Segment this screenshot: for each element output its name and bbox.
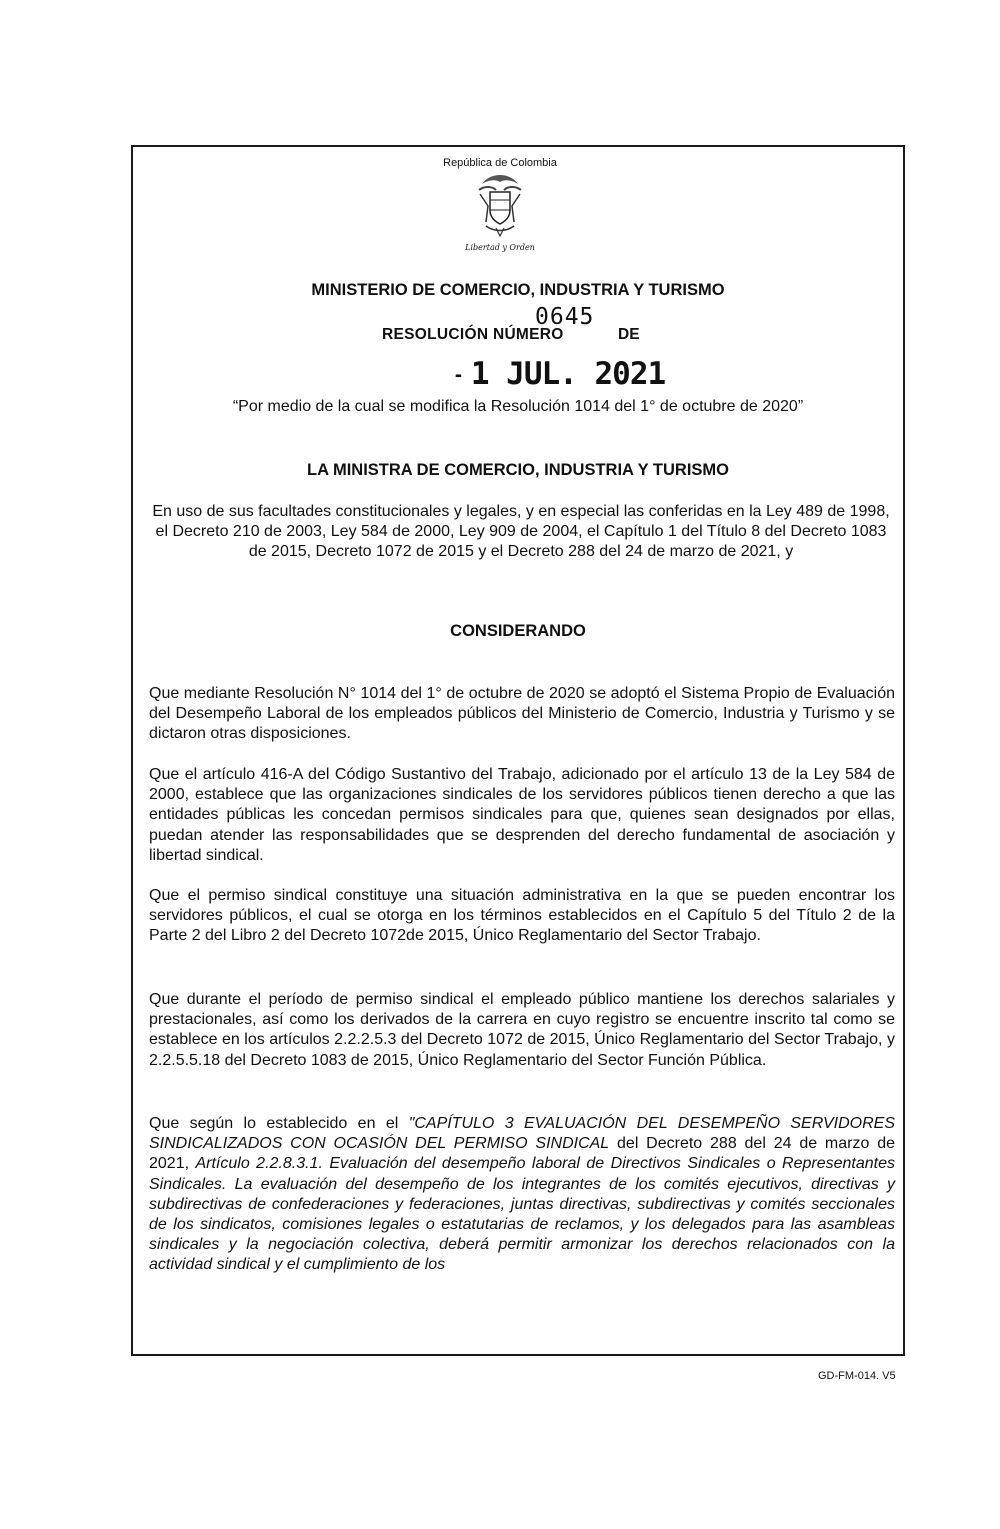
coat-of-arms-icon <box>476 170 524 240</box>
motto: Libertad y Orden <box>465 243 535 252</box>
resolution-label: RESOLUCIÓN NÚMERO <box>382 326 564 343</box>
date-stamp-text: 1 JUL. 2021 <box>470 356 666 392</box>
resolution-number: 0645 <box>535 304 595 330</box>
stamp-dash-icon: ‑ <box>453 365 463 386</box>
resolution-subtitle: “Por medio de la cual se modifica la Resolución 1014 del 1° de octubre de 2020” <box>232 398 804 415</box>
considerando-heading: CONSIDERANDO <box>450 622 586 640</box>
p5-article-quote: Artículo 2.2.8.3.1. Evaluación del desempeño laboral de Directivos Sindicales o Representantes Sindicales. La evaluación del desempeño de los integrantes de los comités ejecutivos, directivas y subdirectivas de confederaciones y federaciones, juntas directivas, subdirectivas y comités seccionales de los sindicatos, comisiones legales o estatutarias de reclamos, y los delegados para las asambleas sindicales y la negociación colectiva, deberá permitir armonizar los derechos relacionados con la actividad sindical y el cumplimiento de los <box>149 1155 895 1274</box>
considerando-paragraph-1: Que mediante Resolución N° 1014 del 1° de octubre de 2020 se adoptó el Sistema Propio de Evaluación del Desempeño Laboral de los empleados públicos del Ministerio de Comercio, Industria y Turismo y se dictaron otras disposiciones. <box>149 685 895 743</box>
p5-intro: Que según lo establecido en el <box>149 1115 409 1132</box>
considerando-paragraph-4: Que durante el período de permiso sindical el empleado público mantiene los derechos salariales y prestacionales, así como los derivados de la carrera en cuyo registro se encuentre inscrito tal como se establece en los artículos 2.2.2.5.3 del Decreto 1072 de 2015, Único Reglamentario del Sector Trabajo, y 2.2.5.5.18 del Decreto 1083 de 2015, Único Reglamentario del Sector Función Pública. <box>149 991 895 1069</box>
resolution-de-label: DE <box>618 326 640 343</box>
date-stamp <box>453 356 665 392</box>
powers-paragraph: En uso de sus facultades constitucionales y legales, y en especial las conferidas en la Ley 489 de 1998, el Decreto 210 de 2003, Ley 584 de 2000, Ley 909 de 2004, el Capítulo 1 del Título 8 del Decreto 1083 de 2015, Decreto 1072 de 2015 y el Decreto 288 del 24 de marzo de 2021, y <box>152 503 890 560</box>
republica-header: República de Colombia <box>443 157 557 169</box>
considerando-paragraph-3: Que el permiso sindical constituye una situación administrativa en la que se pueden encontrar los servidores públicos, el cual se otorga en los términos establecidos en el Capítulo 5 del Título 2 de la Parte 2 del Libro 2 del Decreto 1072de 2015, Único Reglamentario del Sector Trabajo. <box>149 887 895 945</box>
authority-title: LA MINISTRA DE COMERCIO, INDUSTRIA Y TURISMO <box>307 461 729 479</box>
p5-decree-ref: del Decreto 288 del 24 de marzo de 2021, <box>149 1135 895 1173</box>
ministry-title: MINISTERIO DE COMERCIO, INDUSTRIA Y TURISMO <box>311 281 725 299</box>
form-code: GD-FM-014. V5 <box>818 1370 896 1382</box>
p5-chapter-quote: "CAPÍTULO 3 EVALUACIÓN DEL DESEMPEÑO SERVIDORES SINDICALIZADOS CON OCASIÓN DEL PERMISO SINDICAL <box>149 1115 896 1153</box>
considerando-paragraph-5 <box>149 1114 895 1276</box>
considerando-paragraph-2: Que el artículo 416-A del Código Sustantivo del Trabajo, adicionado por el artículo 13 de la Ley 584 de 2000, establece que las organizaciones sindicales de los servidores públicos tienen derecho a que las entidades públicas les concedan permisos sindicales para que, quienes sean designados por ellas, puedan atender las responsabilidades que se desprenden del derecho fundamental de asociación y libertad sindical. <box>149 766 895 864</box>
